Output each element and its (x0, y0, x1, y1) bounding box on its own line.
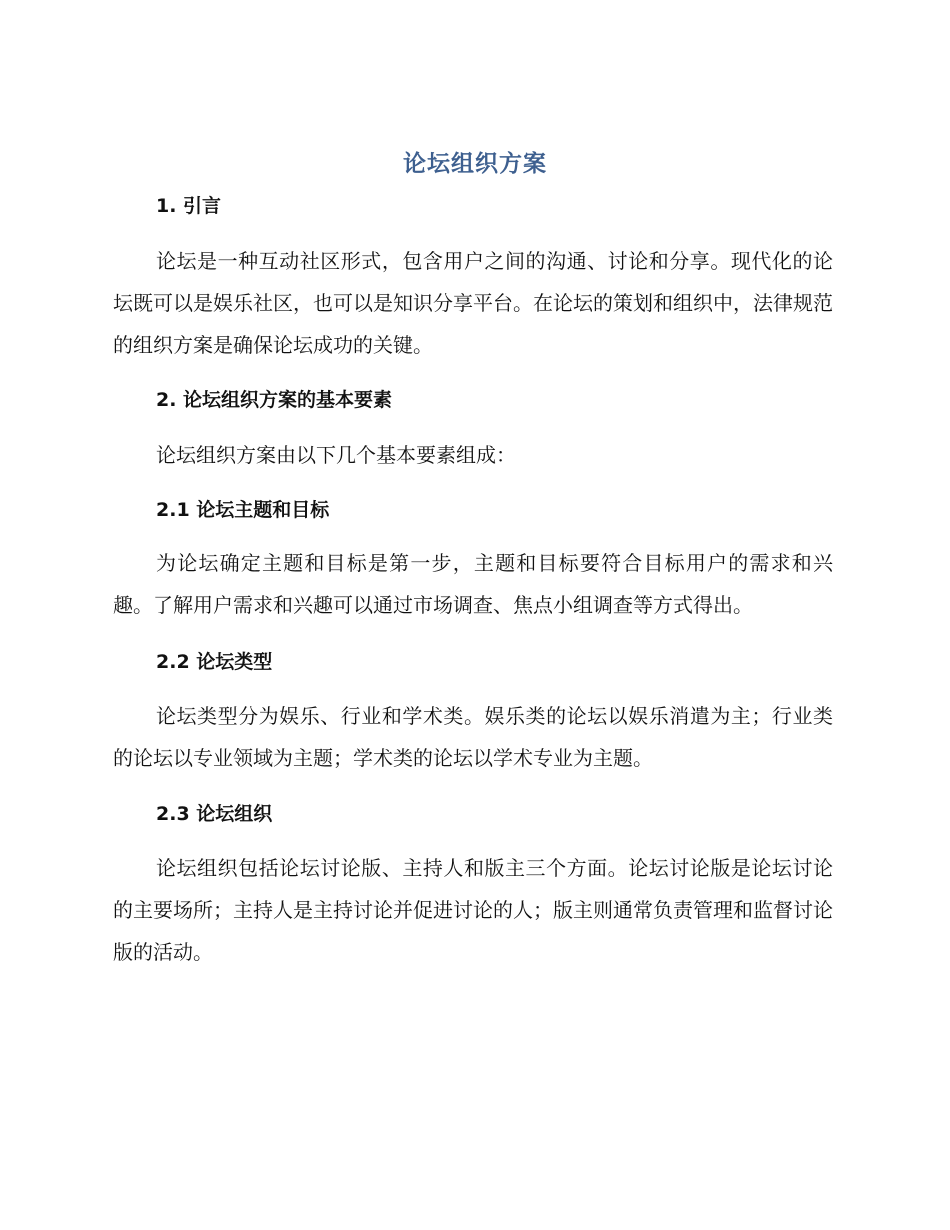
section-heading-theme: 2.1 论坛主题和目标 (156, 499, 330, 521)
section-heading-organization: 2.3 论坛组织 (156, 803, 273, 825)
paragraph-types: 论坛类型分为娱乐、行业和学术类。娱乐类的论坛以娱乐消遣为主；行业类的论坛以专业领域为主题；学术类的论坛以学术专业为主题。 (113, 704, 833, 770)
paragraph-intro: 论坛是一种互动社区形式，包含用户之间的沟通、讨论和分享。现代化的论坛既可以是娱乐社区，也可以是知识分享平台。在论坛的策划和组织中，法律规范的组织方案是确保论坛成功的关键。 (113, 249, 833, 357)
paragraph-elements: 论坛组织方案由以下几个基本要素组成： (156, 443, 516, 467)
paragraph-organization: 论坛组织包括论坛讨论版、主持人和版主三个方面。论坛讨论版是论坛讨论的主要场所；主持人是主持讨论并促进讨论的人；版主则通常负责管理和监督讨论版的活动。 (113, 856, 833, 964)
section-heading-elements: 2. 论坛组织方案的基本要素 (156, 389, 393, 411)
paragraph-theme: 为论坛确定主题和目标是第一步，主题和目标要符合目标用户的需求和兴趣。了解用户需求和兴趣可以通过市场调查、焦点小组调查等方式得出。 (113, 551, 833, 617)
section-heading-intro: 1. 引言 (156, 195, 222, 217)
section-heading-types: 2.2 论坛类型 (156, 651, 273, 673)
document-title: 论坛组织方案 (403, 151, 547, 177)
